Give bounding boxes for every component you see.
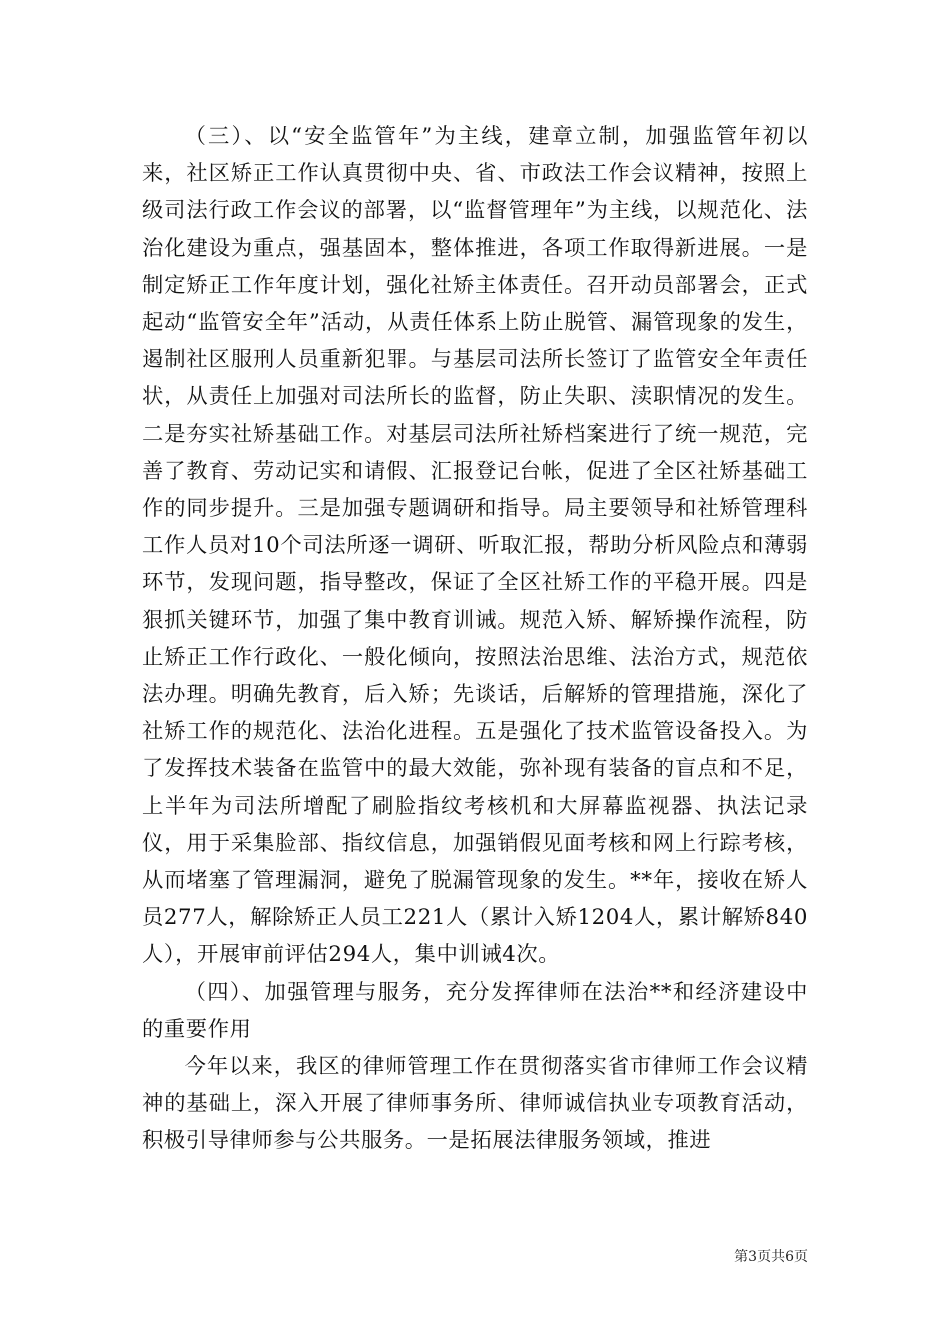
paragraph-lawyer-heading: （四）、加强管理与服务，充分发挥律师在法治**和经济建设中的重要作用	[142, 979, 808, 1042]
paragraph-lawyer-management: 今年以来，我区的律师管理工作在贯彻落实省市律师工作会议精神的基础上，深入开展了律师事务所、律师诚信执业专项教育活动，积极引导律师参与公共服务。一是拓展法律服务领域，推进	[142, 1054, 808, 1154]
page-number-footer: 第3页共6页	[734, 1249, 808, 1265]
paragraph-community-correction: （三）、以“安全监管年”为主线，建章立制，加强监管年初以来，社区矫正工作认真贯彻中央、省、市政法工作会议精神，按照上级司法行政工作会议的部署，以“监督管理年”为主线，以规范化、法治化建设为重点，强基固本，整体推进，各项工作取得新进展。一是制定矫正工作年度计划，强化社矫主体责任。召开动员部署会，正式起动“监管安全年”活动，从责任体系上防止脱管、漏管现象的发生，遏制社区服刑人员重新犯罪。与基层司法所长签订了监管安全年责任状，从责任上加强对司法所长的监督，防止失职、渎职情况的发生。二是夯实社矫基础工作。对基层司法所社矫档案进行了统一规范，完善了教育、劳动记实和请假、汇报登记台帐，促进了全区社矫基础工作的同步提升。三是加强专题调研和指导。局主要领导和社矫管理科工作人员对10个司法所逐一调研、听取汇报，帮助分析风险点和薄弱环节，发现问题，指导整改，保证了全区社矫工作的平稳开展。四是狠抓关键环节，加强了集中教育训诫。规范入矫、解矫操作流程，防止矫正工作行政化、一般化倾向，按照法治思维、法治方式，规范依法办理。明确先教育，后入矫；先谈话，后解矫的管理措施，深化了社矫工作的规范化、法治化进程。五是强化了技术监管设备投入。为了发挥技术装备在监管中的最大效能，弥补现有装备的盲点和不足，上半年为司法所增配了刷脸指纹考核机和大屏幕监视器、执法记录仪，用于采集脸部、指纹信息，加强销假见面考核和网上行踪考核，从而堵塞了管理漏洞，避免了脱漏管现象的发生。**年，接收在矫人员277人，解除矫正人员工221人（累计入矫1204人，累计解矫840人），开展审前评估294人，集中训诫4次。	[142, 124, 808, 968]
document-body	[142, 118, 808, 1160]
